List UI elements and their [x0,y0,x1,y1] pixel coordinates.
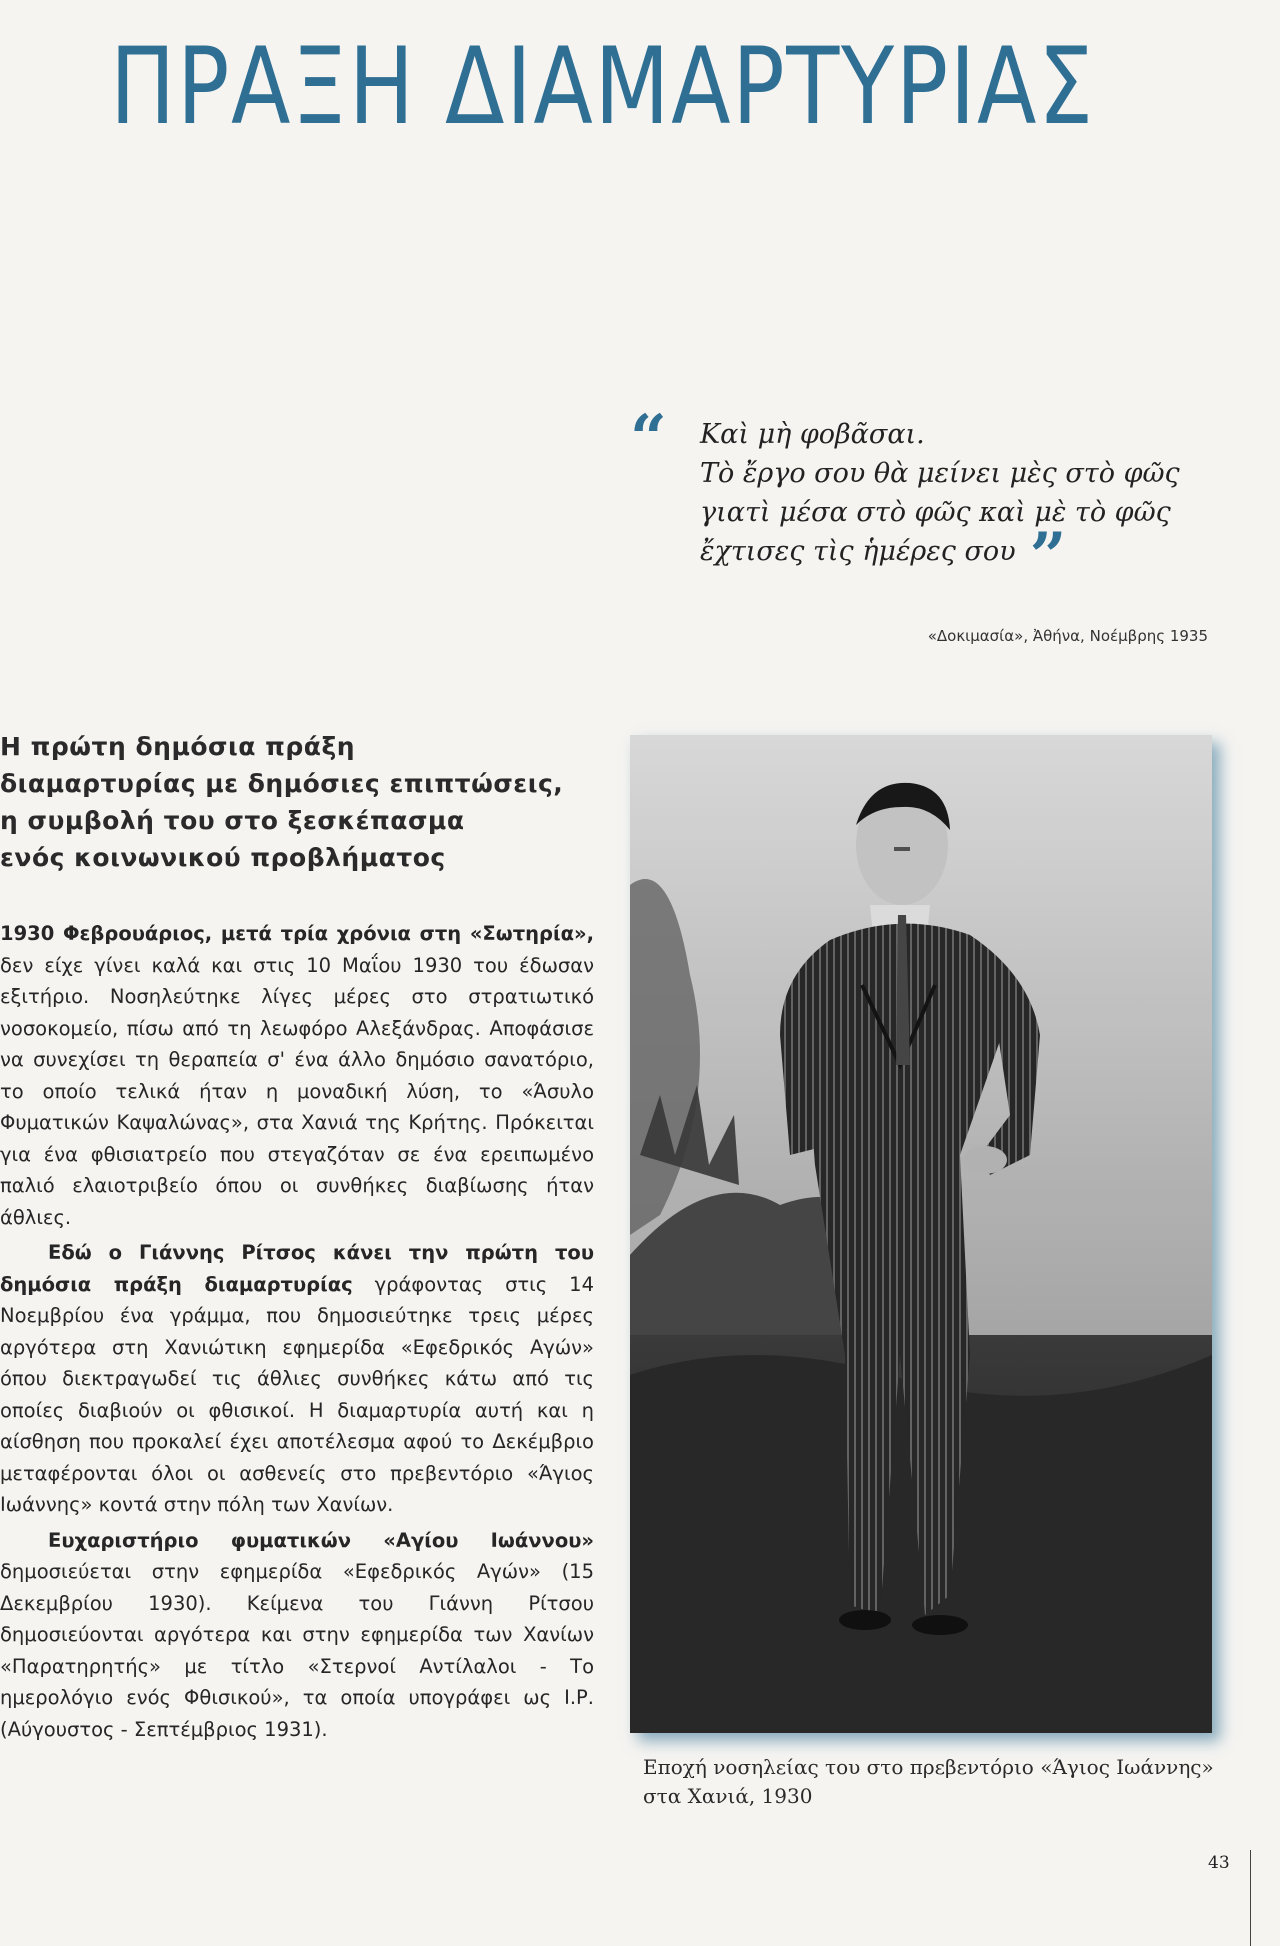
paragraph-lead-bold: Ευχαριστήριο φυματικών «Αγίου Ιωάννου» [48,1528,594,1552]
page-title: ΠΡΑΞΗ ΔΙΑΜΑΡΤΥΡΙΑΣ [110,25,1095,148]
lead-line: διαμαρτυρίας με δημόσιες επιπτώσεις, [0,769,564,798]
quote-line-text: ἔχτισες τὶς ἡμέρες σου [700,536,1016,567]
quote-attribution: «Δοκιμασία», Ἀθήνα, Νοέμβρης 1935 [927,627,1208,645]
lead-paragraph [0,728,580,876]
quote-line: Καὶ μὴ φοβᾶσαι. [700,419,925,450]
quote-line: γιατὶ μέσα στὸ φῶς καὶ μὲ τὸ φῶς [700,497,1171,528]
body-paragraph-2 [0,1237,594,1521]
lead-line: η συμβολή του στο ξεσκέπασμα [0,806,465,835]
paragraph-lead-bold: Εδώ ο Γιάννης Ρίτσος κάνει την πρώτη του δημόσια πράξη διαμαρτυρίας [0,1241,594,1296]
quote-line: Τὸ ἔργο σου θὰ μείνει μὲς στὸ φῶς [700,458,1180,489]
body-paragraph-1 [0,918,594,1233]
article-body [0,918,594,1749]
archival-photo [630,735,1212,1733]
paragraph-text: δεν είχε γίνει καλά και στις 10 Μαΐου 1930 του έδωσαν εξιτήριο. Νοσηλεύτηκε λίγες μέρες στο στρατιωτικό νοσοκομείο, πίσω από τη λεωφόρο Αλεξάνδρας. Αποφάσισε να συνεχίσει τη θεραπεία σ' ένα άλλο δημόσιο σανατόριο, το οποίο τελικά ήταν η μοναδική λύση, το «Άσυλο Φυματικών Καψαλώνας», στα Χανιά της Κρήτης. Πρόκειται για ένα φθισιατρείο που στεγαζόταν σε ένα ερειπωμένο παλιό ελαιοτριβείο όπου οι συνθήκες διαβίωσης ήταν άθλιες. [0,953,594,1229]
lead-line: Η πρώτη δημόσια πράξη [0,732,356,761]
lead-line: ενός κοινωνικού προβλήματος [0,843,446,872]
page-number-rule [1250,1850,1251,1946]
open-quote-mark: “ [630,401,667,476]
page-number: 43 [1208,1853,1230,1873]
paragraph-text: γράφοντας στις 14 Νοεμβρίου ένα γράμμα, που δημοσιεύτηκε τρεις μέρες αργότερα στη Χανιώτικη εφημερίδα «Εφεδρικός Αγών» όπου διεκτραγωδεί τις άθλιες συνθήκες κάτω από τις οποίες διαβιούν οι φθισικοί. Η διαμαρτυρία αυτή και η αίσθηση που προκαλεί έχει αποτέλεσμα αφού το Δεκέμβριο μεταφέρονται όλοι οι ασθενείς στο πρεβεντόριο «Άγιος Ιωάννης» κοντά στην πόλη των Χανίων. [0,1272,594,1516]
quote-line-last [700,519,1180,594]
photo-illustration [630,735,1212,1733]
paragraph-lead-bold: 1930 Φεβρουάριος, μετά τρία χρόνια στη «Σωτηρία», [0,922,594,945]
photo-caption: Εποχή νοσηλείας του στο πρεβεντόριο «Άγιος Ιωάννης» στα Χανιά, 1930 [643,1755,1214,1808]
quote-lines [700,415,1180,594]
paragraph-text: δημοσιεύεται στην εφημερίδα «Εφεδρικός Αγών» (15 Δεκεμβρίου 1930). Κείμενα του Γιάννη Ρίτσου δημοσιεύονται αργότερα και στην εφημερίδα των Χανίων «Παρατηρητής» με τίτλο «Στερνοί Αντίλαλοι - Το ημερολόγιο ενός Φθισικού», τα οποία υπογράφει ως Ι.Ρ. (Αύγουστος - Σεπτέμβριος 1931). [0,1560,594,1741]
body-paragraph-3 [0,1525,594,1746]
close-quote-mark: ” [1029,519,1067,594]
